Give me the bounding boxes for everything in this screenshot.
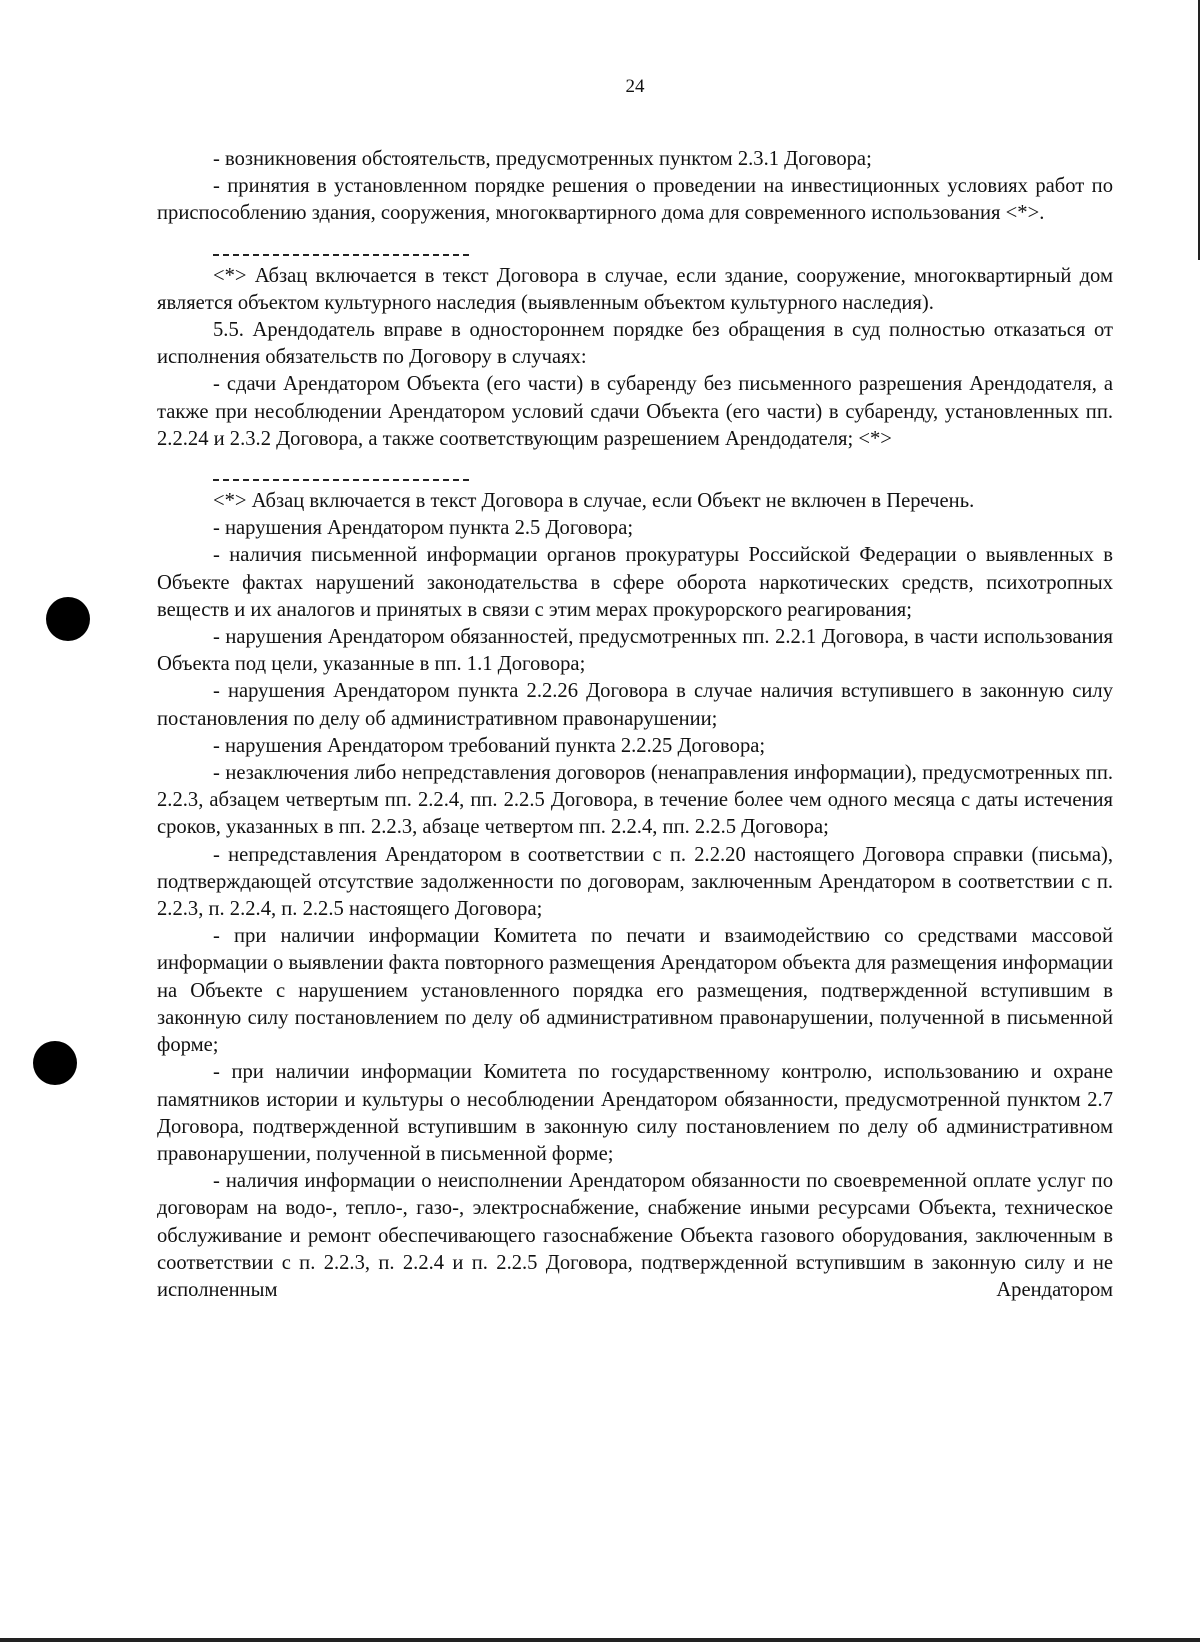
page-number: 24 <box>625 76 645 97</box>
scan-edge-bottom <box>0 1638 1200 1642</box>
footnote-separator <box>213 457 469 481</box>
paragraph: - нарушения Арендатором пункта 2.2.26 Договора в случае наличия вступившего в законную силу постановления по делу об административном правонарушении; <box>157 680 1113 730</box>
paragraph: - сдачи Арендатором Объекта (его части) в субаренду без письменного разрешения Арендодателя, а также при несоблюдении Арендатором условий сдачи Объекта (его части) в субаренду, установленных пп. 2.2.24 и 2.3.2 Договора, а также соответствующим разрешением Арендодателя; <*> <box>157 373 1113 450</box>
paragraph: - при наличии информации Комитета по государственному контролю, использованию и охране памятников истории и культуры о несоблюдении Арендатором обязанности, предусмотренной пунктом 2.7 Договора, подтвержденной вступившим в законную силу постановлением по делу об административном правонарушении, полученной в письменной форме; <box>157 1061 1113 1165</box>
paragraph: - принятия в установленном порядке решения о проведении на инвестиционных условиях работ по приспособлению здания, сооружения, многоквартирного дома для современного использования <*>. <box>157 175 1113 225</box>
footnote: <*> Абзац включается в текст Договора в случае, если Объект не включен в Перечень. <box>213 490 975 513</box>
paragraph: - нарушения Арендатором требований пункта 2.2.25 Договора; <box>213 734 766 757</box>
paragraph: - нарушения Арендатором пункта 2.5 Договора; <box>213 517 634 540</box>
footnote: <*> Абзац включается в текст Договора в случае, если здание, сооружение, многоквартирный дом является объектом культурного наследия (выявленным объектом культурного наследия). <box>157 264 1113 314</box>
paragraph: - при наличии информации Комитета по печати и взаимодействию со средствами массовой информации о выявлении факта повторного размещения Арендатором объекта для размещения информации на Объекте с нарушением установленного порядка его размещения, подтвержденной вступившим в законную силу постановлением по делу об административном правонарушении, полученной в письменной форме; <box>157 925 1113 1057</box>
paragraph: - возникновения обстоятельств, предусмотренных пунктом 2.3.1 Договора; <box>213 148 872 170</box>
paragraph: - нарушения Арендатором обязанностей, предусмотренных пп. 2.2.1 Договора, в части использования Объекта под цели, указанные в пп. 1.1 Договора; <box>157 626 1113 676</box>
paragraph: - наличия информации о неисполнении Арендатором обязанности по своевременной оплате услуг по договорам на водо-, тепло-, газо-, электроснабжение, снабжение иными ресурсами Объекта, техническое обслуживание и ремонт обеспечивающего газоснабжение Объекта газового оборудования, заключенным в соответствии с п. 2.2.3, п. 2.2.4 и п. 2.2.5 Договора, подтвержденной вступившим в законную силу и не исполненным Арендатором <box>157 1170 1113 1301</box>
paragraph: - незаключения либо непредставления договоров (ненаправления информации), предусмотренных пп. 2.2.3, абзацем четвертым пп. 2.2.4, пп. 2.2.5 Договора, в течение более чем одного месяца с даты истечения сроков, указанных в пп. 2.2.3, абзаце четвертом пп. 2.2.4, пп. 2.2.5 Договора; <box>157 762 1113 839</box>
footnote-separator <box>213 232 469 256</box>
punch-hole <box>33 1041 77 1085</box>
punch-hole <box>46 597 90 641</box>
document-body <box>157 146 1113 1304</box>
paragraph: - непредставления Арендатором в соответствии с п. 2.2.20 настоящего Договора справки (письма), подтверждающей отсутствие задолженности по договорам, заключенным Арендатором в соответствии с п. 2.2.3, п. 2.2.4, п. 2.2.5 настоящего Договора; <box>157 843 1113 921</box>
paragraph: - наличия письменной информации органов прокуратуры Российской Федерации о выявленных в Объекте фактах нарушений законодательства в сфере оборота наркотических средств, психотропных веществ и их аналогов и принятых в связи с этим мерах прокурорского реагирования; <box>157 544 1113 621</box>
paragraph: 5.5. Арендодатель вправе в одностороннем порядке без обращения в суд полностью отказаться от исполнения обязательств по Договору в случаях: <box>157 319 1113 369</box>
